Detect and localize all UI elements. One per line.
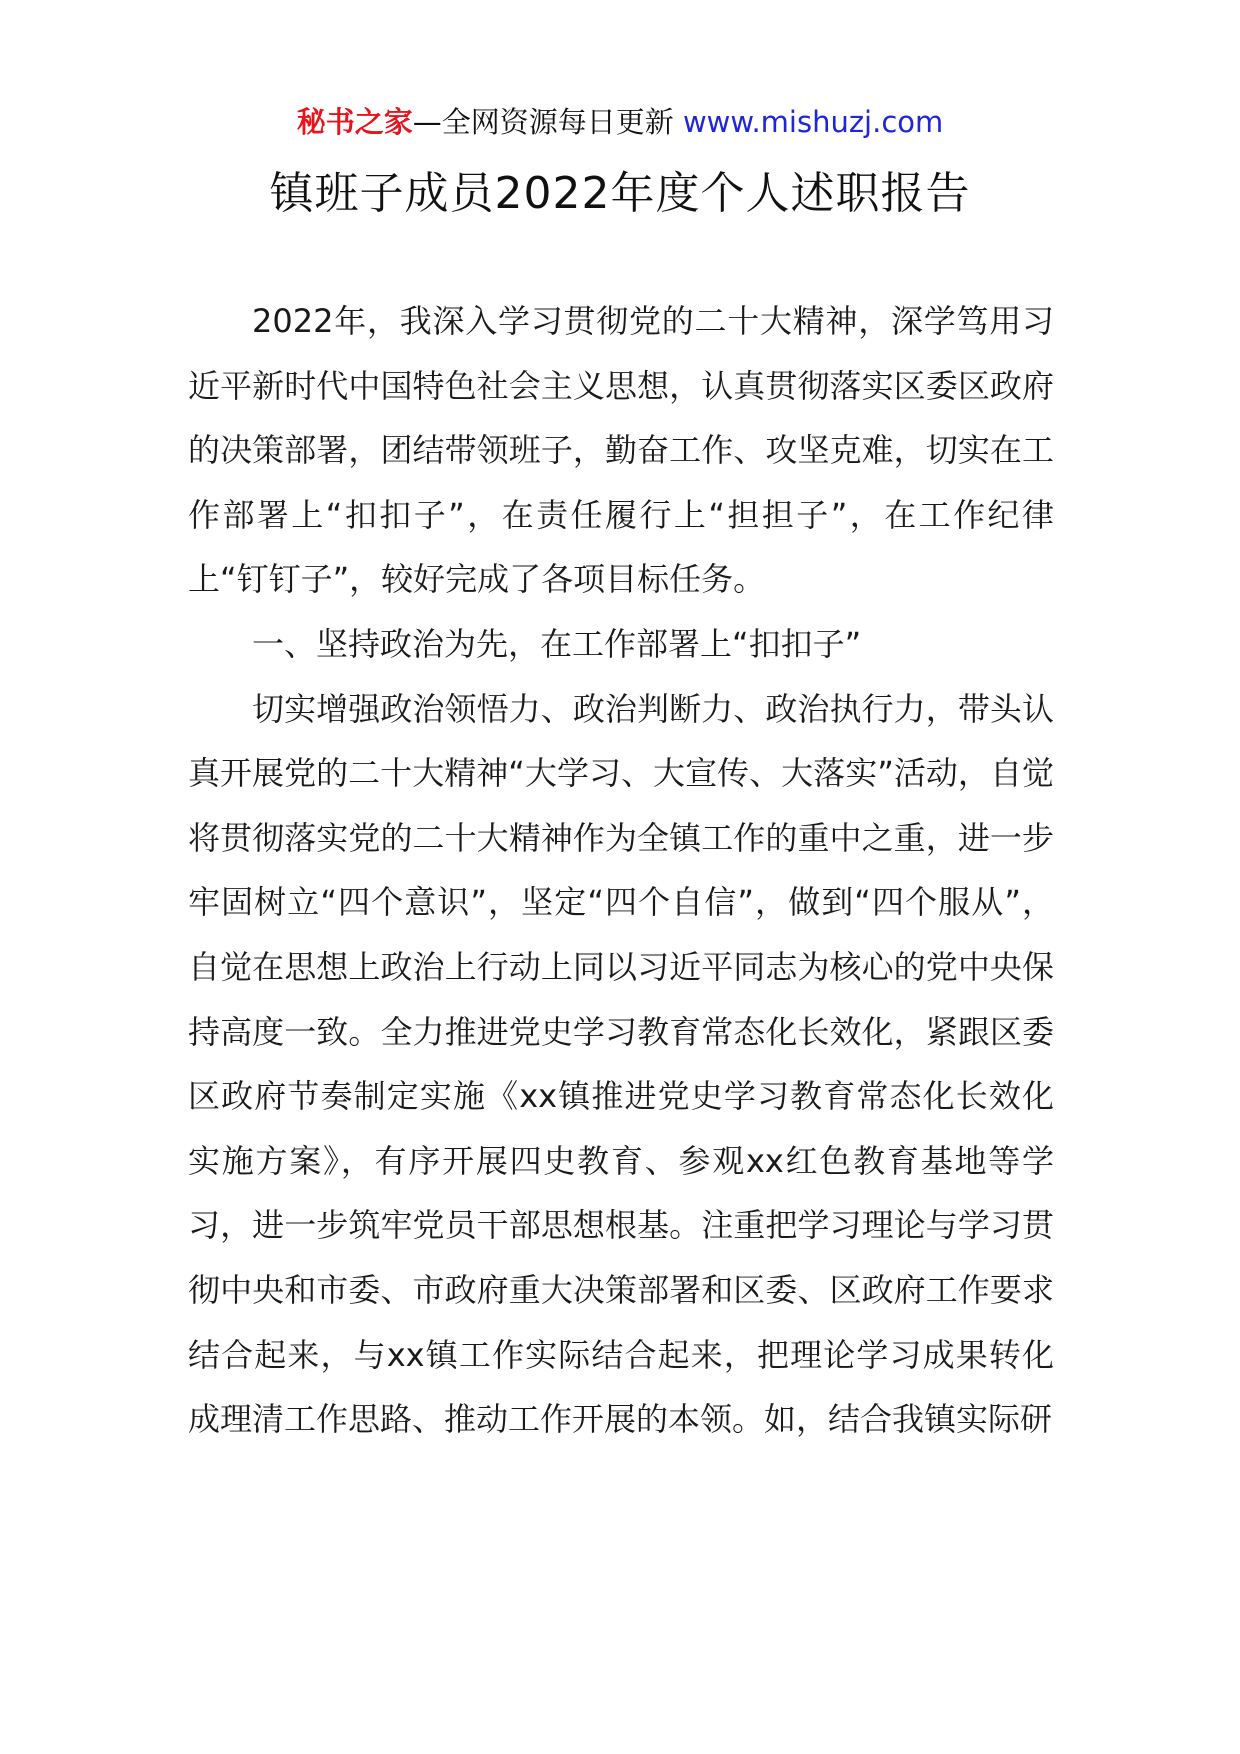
site-brand: 秘书之家 — [296, 105, 413, 139]
intro-paragraph: 2022年，我深入学习贯彻党的二十大精神，深学笃用习近平新时代中国特色社会主义思想，认真贯彻落实区委区政府的决策部署，团结带领班子，勤奋工作、攻坚克难，切实在工作部署上“扣扣子”，在责任履行上“担担子”，在工作纪律上“钉钉子”，较好完成了各项目标任务。 — [188, 302, 1054, 599]
site-header — [0, 100, 1240, 144]
document-body — [188, 289, 1054, 1452]
section-heading: 一、坚持政治为先，在工作部署上“扣扣子” — [252, 624, 862, 663]
document-title: 镇班子成员2022年度个人述职报告 — [269, 168, 971, 219]
body-paragraph: 切实增强政治领悟力、政治判断力、政治执行力，带头认真开展党的二十大精神“大学习、大宣传、大落实”活动，自觉将贯彻落实党的二十大精神作为全镇工作的重中之重，进一步牢固树立“四个意识”，坚定“四个自信”，做到“四个服从”，自觉在思想上政治上行动上同以习近平同志为核心的党中央保持高度一致。全力推进党史学习教育常态化长效化，紧跟区委区政府节奏制定实施《xx镇推进党史学习教育常态化长效化实施方案》，有序开展四史教育、参观xx红色教育基地等学习，进一步筑牢党员干部思想根基。注重把学习理论与学习贯彻中央和市委、市政府重大决策部署和区委、区政府工作要求结合起来，与xx镇工作实际结合起来，把理论学习成果转化成理清工作思路、推动工作开展的本领。如，结合我镇实际研 — [188, 689, 1054, 1439]
site-slogan: —全网资源每日更新 — [412, 105, 683, 139]
site-url-link[interactable]: www.mishuzj.com — [682, 105, 944, 139]
